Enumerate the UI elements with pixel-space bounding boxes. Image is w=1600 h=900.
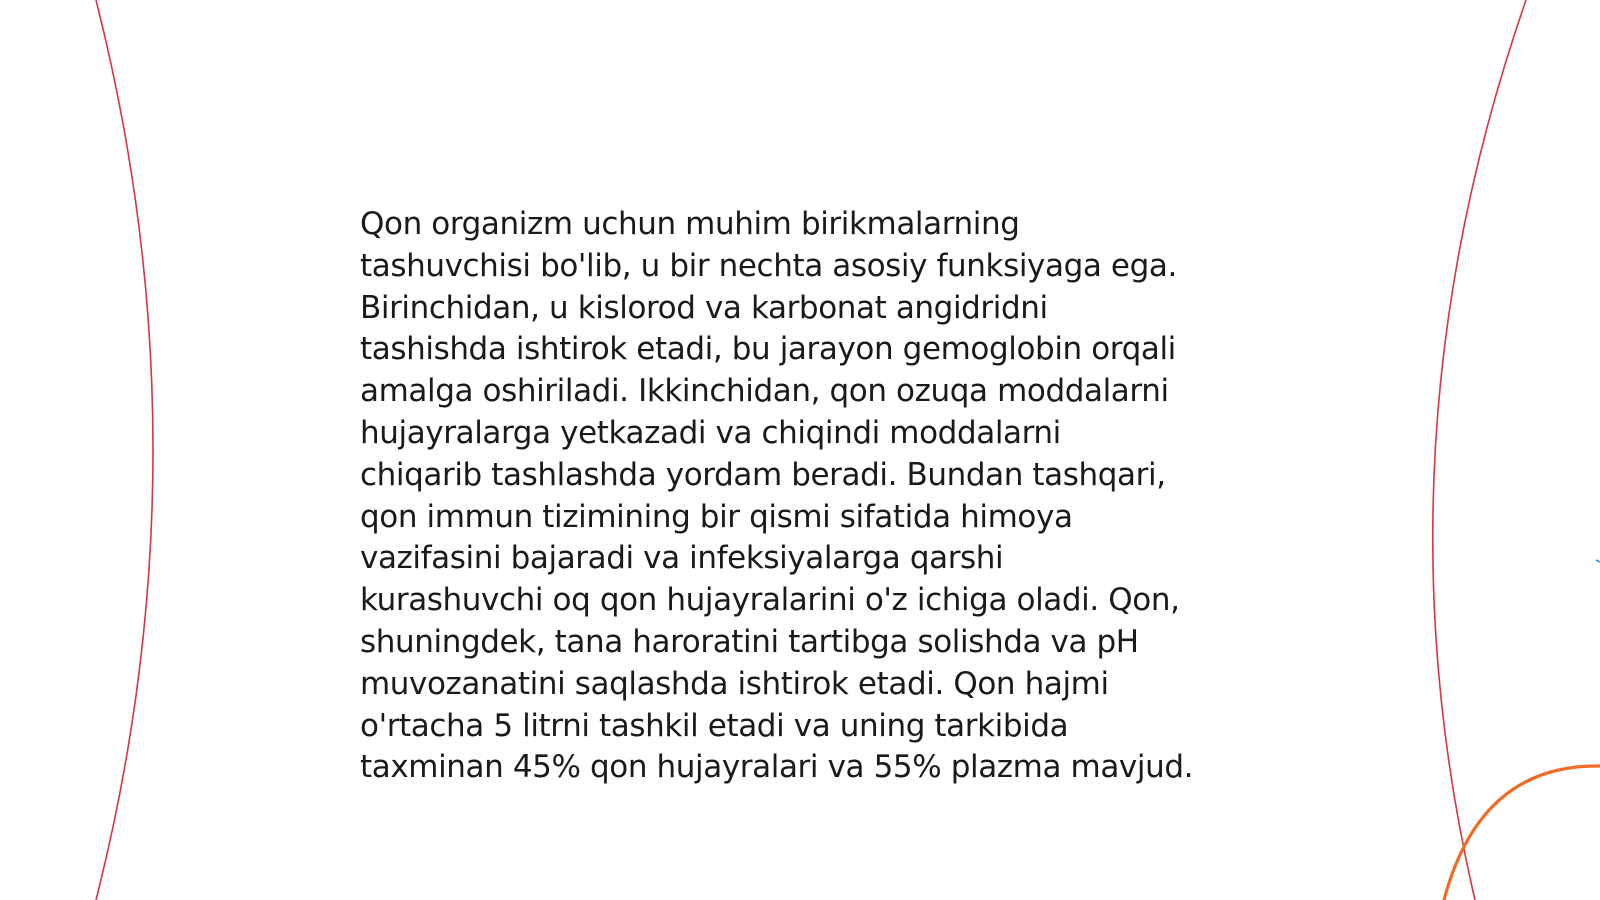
paragraph-line: tashuvchisi bo'lib, u bir nechta asosiy funksiyaga ega.	[360, 247, 1177, 284]
paragraph-line: kurashuvchi oq qon hujayralarini o'z ichiga oladi. Qon,	[360, 582, 1180, 619]
paragraph-line: muvozanatini saqlashda ishtirok etadi. Qon hajmi	[360, 665, 1109, 702]
left-red-curve	[96, 0, 153, 900]
right-red-curve	[1433, 0, 1526, 900]
right-orange-arc	[1444, 766, 1600, 900]
paragraph-line: hujayralarga yetkazadi va chiqindi moddalarni	[360, 414, 1061, 451]
paragraph-line: shuningdek, tana haroratini tartibga solishda va pH	[360, 623, 1139, 660]
paragraph-line: qon immun tizimining bir qismi sifatida himoya	[360, 498, 1073, 535]
paragraph-line: Qon organizm uchun muhim birikmalarning	[360, 206, 1020, 242]
body-paragraph	[360, 204, 1260, 789]
paragraph-line: Birinchidan, u kislorod va karbonat angidridni	[360, 289, 1048, 326]
paragraph-line: taxminan 45% qon hujayralari va 55% plazma mavjud.	[360, 749, 1194, 786]
paragraph-line: tashishda ishtirok etadi, bu jarayon gemoglobin orqali	[360, 331, 1176, 368]
paragraph-line: vazifasini bajaradi va infeksiyalarga qarshi	[360, 540, 1004, 577]
paragraph-line: chiqarib tashlashda yordam beradi. Bundan tashqari,	[360, 456, 1166, 493]
paragraph-line: amalga oshiriladi. Ikkinchidan, qon ozuqa moddalarni	[360, 373, 1169, 410]
right-blue-mark	[1596, 560, 1600, 562]
paragraph-line: o'rtacha 5 litrni tashkil etadi va uning tarkibida	[360, 707, 1069, 744]
